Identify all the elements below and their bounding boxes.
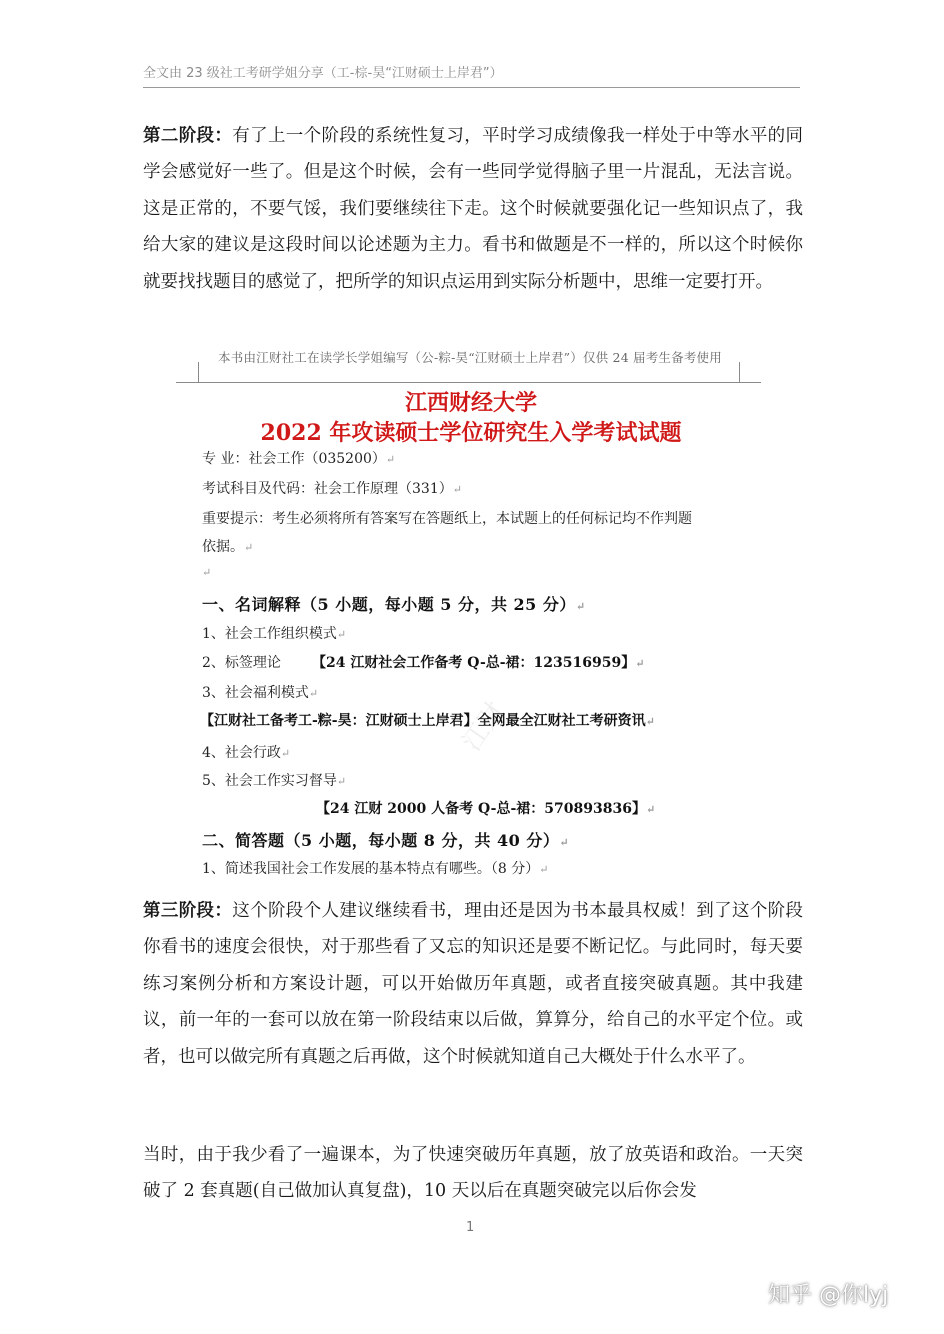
stage-three-lead: 第三阶段： [143, 901, 233, 921]
question-4: 4、社会行政↵ [202, 745, 291, 761]
paragraph-stage-two [143, 118, 803, 300]
paragraph-stage-three [143, 893, 803, 1075]
question-3: 3、社会福利模式↵ [202, 685, 319, 701]
exam-subject: 考试科目及代码：社会工作原理（331）↵ [202, 481, 462, 497]
section2-question-1: 1、简述我国社会工作发展的基本特点有哪些。（8 分）↵ [202, 861, 549, 877]
stage-two-lead: 第二阶段： [143, 126, 233, 146]
ad-qq-group-1: 【24 江财社会工作备考 Q-总-裙：123516959】↵ [312, 655, 645, 671]
exam-title-year: 2022 年攻读硕士学位研究生入学考试试题 [260, 420, 682, 446]
question-2: 2、标签理论 [202, 655, 281, 671]
question-1: 1、社会工作组织模式↵ [202, 626, 347, 642]
stage-two-body: 有了上一个阶段的系统性复习，平时学习成绩像我一样处于中等水平的同学会感觉好一些了。但是这个时候，会有一些同学觉得脑子里一片混乱，无法言说。这是正常的，不要气馁，我们要继续往下走。这个时候就要强化记一些知识点了，我给大家的建议是这段时间以论述题为主力。看书和做题是不一样的，所以这个时候你就要找找题目的感觉了，把所学的知识点运用到实际分析题中，思维一定要打开。 [143, 126, 804, 292]
header-rule-left-tick [198, 362, 199, 382]
header-rule [176, 382, 761, 383]
ad-qq-group-2: 【24 江财 2000 人备考 Q-总-裙：570893836】↵ [316, 801, 656, 817]
exam-major: 专 业：社会工作（035200）↵ [202, 451, 396, 467]
stage-three-body: 这个阶段个人建议继续看书，理由还是因为书本最具权威！到了这个阶段你看书的速度会很快，对于那些看了又忘的知识还是要不断记忆。与此同时，每天要练习案例分析和方案设计题，可以开始做历年真题，或者直接突破真题。其中我建议，前一年的一套可以放在第一阶段结束以后做，算算分，给自己的水平定个位。或者，也可以做完所有真题之后再做，这个时候就知道自己大概处于什么水平了。 [143, 901, 804, 1067]
section1-title: 一、名词解释（5 小题，每小题 5 分，共 25 分）↵ [202, 595, 586, 614]
exam-notice-line2: 依据。↵ [202, 539, 254, 555]
exam-title-university: 江西财经大学 [404, 390, 537, 416]
exam-notice-line1: 重要提示：考生必须将所有答案写在答题纸上，本试题上的任何标记均不作判题 [202, 511, 692, 527]
ad-wechat: 【江财社工备考工-粽-昊：江财硕士上岸君】全网最全江财社工考研资讯↵ [200, 713, 655, 729]
exam-header-note: 本书由江财社工在读学长学姐编写（公-粽-昊“江财硕士上岸君”）仅供 24 届考生备考使用 [218, 350, 722, 365]
document-header: 全文由 23 级社工考研学姐分享（工-棕-昊“江财硕士上岸君”） [143, 62, 800, 88]
page-number: 1 [466, 1220, 475, 1235]
header-rule-right-tick [739, 362, 740, 382]
faint-watermark: 江财 [456, 696, 512, 757]
section2-title: 二、简答题（5 小题，每小题 8 分，共 40 分）↵ [202, 831, 570, 850]
empty-paragraph-mark: ↵ [202, 566, 212, 579]
embedded-exam-page [176, 344, 766, 884]
zhihu-watermark: 知乎 @你lyj [768, 1283, 889, 1308]
paragraph-experience: 当时，由于我少看了一遍课本，为了快速突破历年真题，放了放英语和政治。一天突破了 2 套真题(自己做加认真复盘)，10 天以后在真题突破完以后你会发 [143, 1145, 803, 1202]
question-5: 5、社会工作实习督导↵ [202, 773, 347, 789]
